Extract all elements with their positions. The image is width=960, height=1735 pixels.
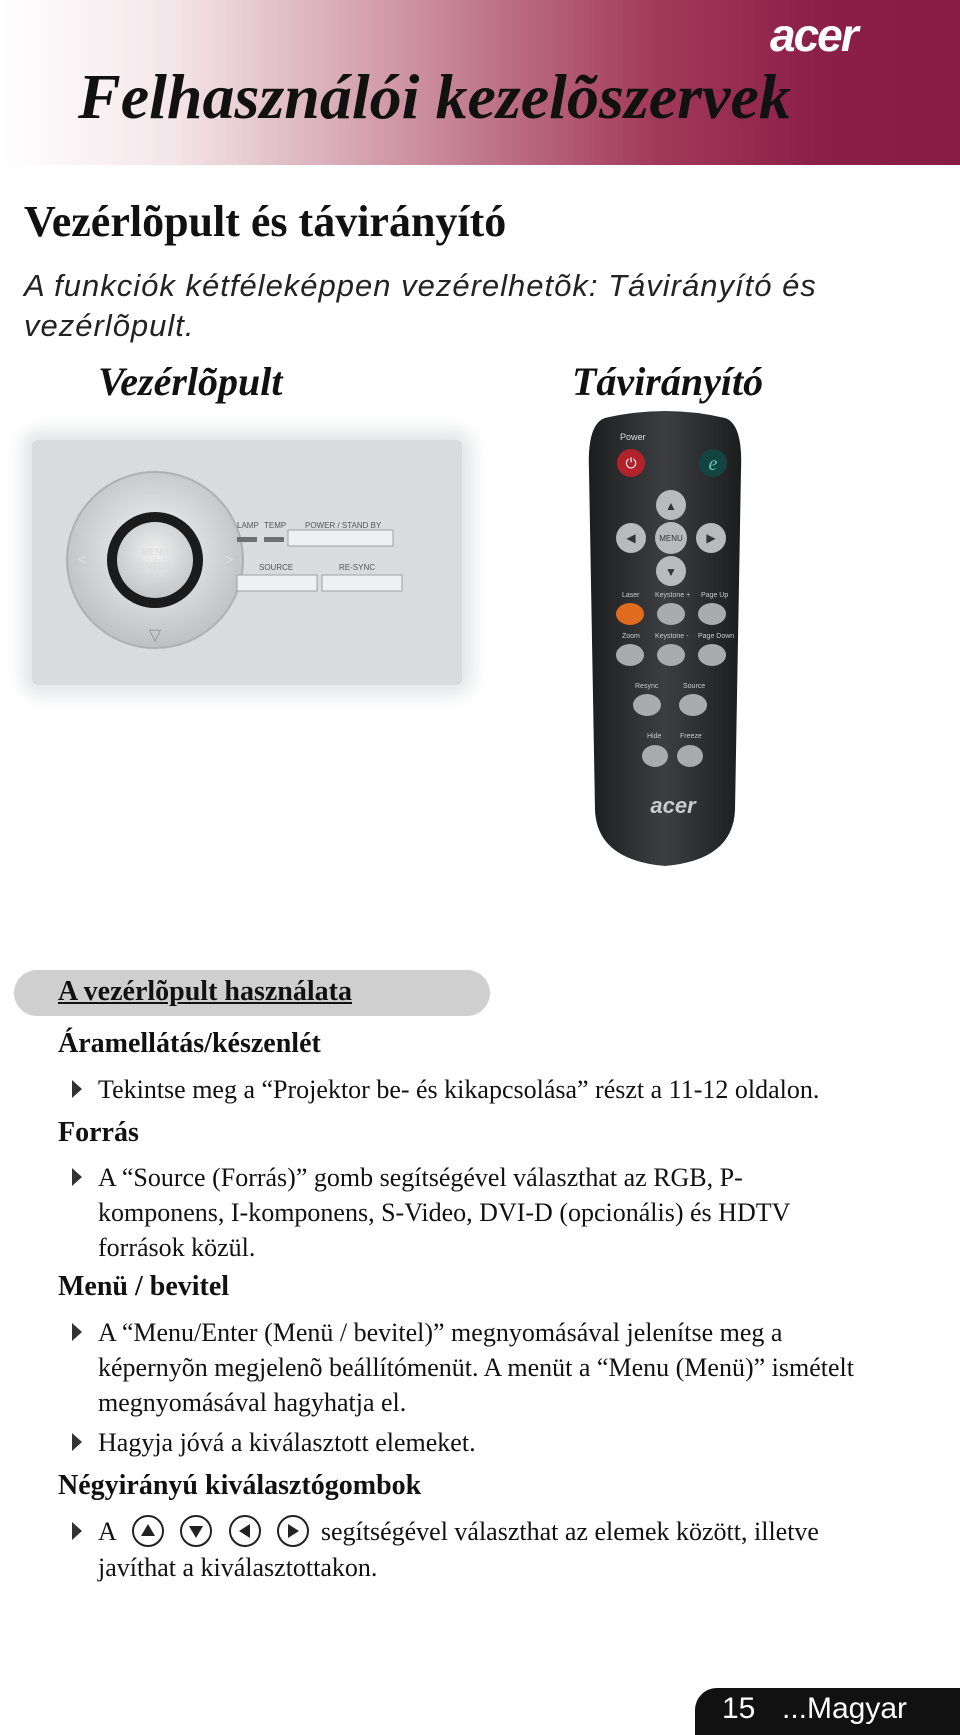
source-button[interactable] bbox=[237, 575, 317, 591]
four-direction-text bbox=[98, 1514, 858, 1585]
keystone-minus-button[interactable] bbox=[657, 644, 685, 666]
power-label: Power bbox=[620, 432, 646, 442]
arrows-text: segítségével választhat az elemek között, illetve javíthat a kiválasztottakon. bbox=[98, 1517, 819, 1583]
usage-section-title: A vezérlõpult használata bbox=[58, 976, 352, 1007]
right-arrow-icon[interactable]: > bbox=[224, 552, 234, 569]
remote-control-photo bbox=[585, 410, 745, 875]
four-direction-heading: Négyirányú kiválasztógombok bbox=[58, 1470, 422, 1501]
control-panel-label: Vezérlõpult bbox=[98, 359, 283, 404]
up-arrow-icon[interactable]: △ bbox=[149, 481, 161, 496]
zoom-button[interactable] bbox=[616, 644, 644, 666]
up-arrow-icon: ▲ bbox=[665, 499, 677, 513]
left-arrow-icon[interactable]: < bbox=[77, 552, 87, 569]
resync-button[interactable] bbox=[633, 694, 661, 716]
power-icon: ⏻ bbox=[625, 457, 637, 472]
keystone-plus-button[interactable] bbox=[657, 603, 685, 625]
temp-indicator bbox=[264, 537, 284, 542]
bullet-arrow-icon bbox=[72, 1433, 82, 1451]
hide-button[interactable] bbox=[642, 745, 668, 767]
down-arrow-icon: ▼ bbox=[665, 565, 677, 579]
source-heading: Forrás bbox=[58, 1117, 139, 1148]
lamp-indicator bbox=[237, 537, 257, 542]
source-text: A “Source (Forrás)” gomb segítségével választhat az RGB, P-komponens, I-komponens, S-Video, DVI-D (opcionális) és HDTV források közül. bbox=[98, 1163, 790, 1262]
right-arrow-button-icon bbox=[277, 1515, 309, 1547]
e-key-label: e bbox=[708, 453, 718, 475]
left-arrow-icon: ◀ bbox=[626, 531, 636, 545]
up-arrow-button-icon bbox=[132, 1515, 164, 1547]
resync-button[interactable] bbox=[322, 575, 402, 591]
left-arrow-button-icon bbox=[229, 1515, 261, 1547]
zoom-label: Zoom bbox=[622, 633, 640, 640]
page-title: Felhasználói kezelõszervek bbox=[78, 61, 791, 132]
bullet-arrow-icon bbox=[72, 1168, 82, 1186]
power-standby-heading: Áramellátás/készenlét bbox=[58, 1028, 321, 1059]
remote-control-label: Távirányító bbox=[572, 359, 764, 404]
resync-label: Resync bbox=[635, 683, 659, 690]
menu-label: MENU bbox=[659, 534, 683, 543]
menu-label: MENU bbox=[141, 547, 169, 557]
menu-enter-button[interactable] bbox=[117, 522, 193, 598]
resync-label: RE-SYNC bbox=[339, 563, 376, 572]
remote-acer-logo: acer bbox=[650, 793, 696, 818]
source-button[interactable] bbox=[679, 694, 707, 716]
freeze-label: Freeze bbox=[680, 733, 702, 740]
bullet-arrow-icon bbox=[72, 1080, 82, 1098]
power-standby-label: POWER / STAND BY bbox=[305, 521, 382, 530]
page-up-button[interactable] bbox=[698, 603, 726, 625]
page-down-button[interactable] bbox=[698, 644, 726, 666]
bullet-arrow-icon bbox=[72, 1323, 82, 1341]
down-arrow-icon[interactable]: ▽ bbox=[148, 627, 162, 644]
bullet-arrow-icon bbox=[72, 1522, 82, 1540]
page-number: 15 bbox=[722, 1692, 756, 1725]
laser-label: Laser bbox=[622, 592, 640, 599]
menu-enter-heading: Menü / bevitel bbox=[58, 1271, 230, 1302]
page-down-label: Page Down bbox=[698, 633, 735, 640]
down-arrow-button-icon bbox=[180, 1515, 212, 1547]
freeze-button[interactable] bbox=[677, 745, 703, 767]
keystone-minus-label: Keystone - bbox=[655, 633, 689, 640]
intro-text: A funkciók kétféleképpen vezérelhetõk: Távirányító és vezérlõpult. bbox=[24, 268, 817, 343]
lamp-label: LAMP bbox=[237, 521, 259, 530]
source-label: SOURCE bbox=[259, 563, 294, 572]
source-label: Source bbox=[683, 683, 706, 690]
temp-label: TEMP bbox=[264, 521, 287, 530]
control-panel-photo bbox=[32, 440, 462, 685]
keystone-plus-label: Keystone + bbox=[655, 592, 691, 599]
page-up-label: Page Up bbox=[701, 592, 729, 599]
acer-logo: acer bbox=[770, 9, 857, 61]
confirm-text: Hagyja jóvá a kiválasztott elemeket. bbox=[98, 1428, 476, 1457]
right-arrow-icon: ▶ bbox=[706, 531, 716, 545]
power-standby-button[interactable] bbox=[288, 530, 393, 546]
enter-label: ENTER bbox=[139, 561, 171, 571]
laser-button[interactable] bbox=[616, 603, 644, 625]
hide-label: Hide bbox=[647, 733, 662, 740]
arrows-prefix: A bbox=[98, 1517, 116, 1546]
section-heading: Vezérlõpult és távirányító bbox=[24, 197, 507, 246]
language-label: ...Magyar bbox=[782, 1692, 908, 1725]
menu-enter-text: A “Menu/Enter (Menü / bevitel)” megnyomásával jelenítse meg a képernyõn megjelenõ beállítómenüt. A menüt a “Menu (Menü)” ismételt megnyomásával hagyhatja el. bbox=[98, 1318, 854, 1417]
power-standby-text: Tekintse meg a “Projektor be- és kikapcsolása” részt a 11-12 oldalon. bbox=[98, 1075, 820, 1104]
